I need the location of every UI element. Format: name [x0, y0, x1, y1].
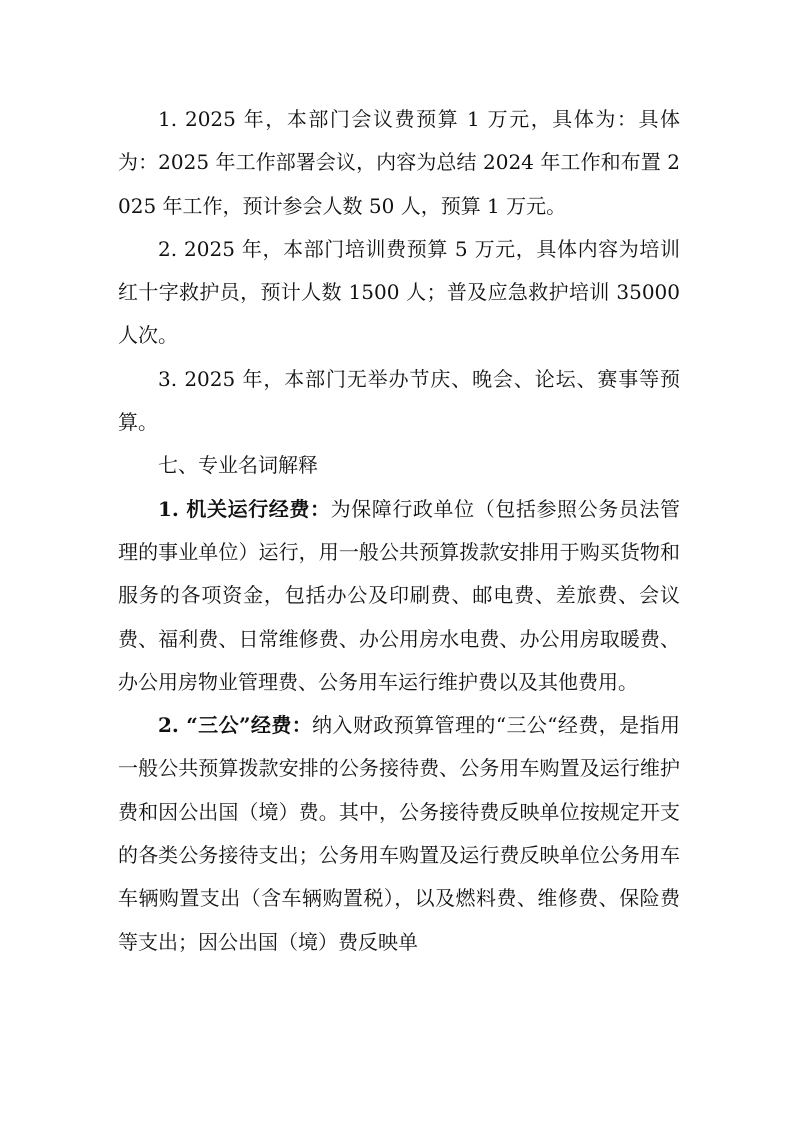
paragraph-events: 3. 2025 年，本部门无举办节庆、晚会、论坛、赛事等预算。 — [118, 366, 680, 435]
term-definition-three-public — [118, 704, 680, 964]
paragraph-training-fee: 2. 2025 年，本部门培训费预算 5 万元，具体内容为培训红十字救护员，预计人数 1500 人；普及应急救护培训 35000 人次。 — [118, 236, 680, 348]
document-body — [118, 98, 680, 964]
term-label: 1. 机关运行经费： — [158, 496, 331, 521]
term-text: 为保障行政单位（包括参照公务员法管理的事业单位）运行，用一般公共预算拨款安排用于购买货物和服务的各项资金，包括办公及印刷费、邮电费、差旅费、会议费、福利费、日常维修费、办公用房水电费、办公用房取暖费、办公用房物业管理费、公务用车运行维护费以及其他费用。 — [118, 496, 680, 694]
term-text: 纳入财政预算管理的“三公“经费，是指用一般公共预算拨款安排的公务接待费、公务用车购置及运行维护费和因公出国（境）费。其中，公务接待费反映单位按规定开支的各类公务接待支出；公务用车购置及运行费反映单位公务用车车辆购置支出（含车辆购置税），以及燃料费、维修费、保险费等支出；因公出国（境）费反映单 — [118, 713, 680, 954]
paragraph-meeting-fee: 1. 2025 年，本部门会议费预算 1 万元，具体为：具体为：2025 年工作部署会议，内容为总结 2024 年工作和布置 2025 年工作，预计参会人数 50 人，预算 1 万元。 — [118, 107, 680, 218]
section-heading: 七、专业名词解释 — [158, 453, 318, 478]
term-definition-operating-costs — [118, 488, 680, 704]
term-label: 2. “三公”经费： — [158, 713, 313, 738]
